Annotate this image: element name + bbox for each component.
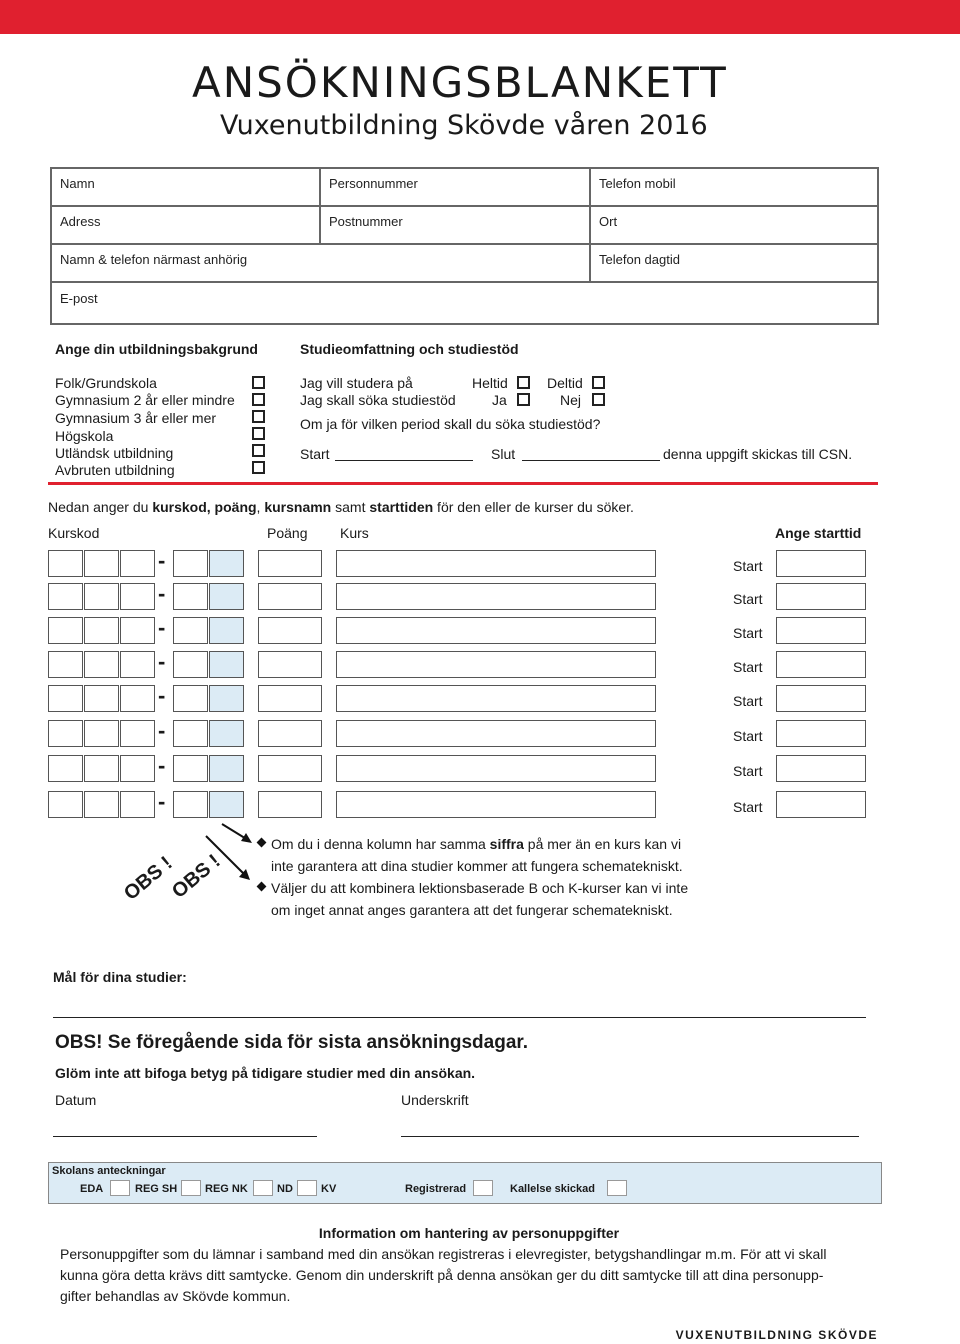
course-points-box[interactable]: [258, 720, 322, 747]
course-name-box[interactable]: [336, 755, 656, 782]
course-code-box[interactable]: [48, 720, 83, 747]
course-code-dash: -: [158, 683, 166, 708]
course-start-box[interactable]: [776, 791, 866, 818]
course-code-box[interactable]: [209, 720, 244, 747]
course-points-box[interactable]: [258, 651, 322, 678]
background-item-grundskola: Folk/Grundskola: [55, 375, 157, 391]
course-points-box[interactable]: [258, 583, 322, 610]
obs-note-1a: Om du i denna kolumn har samma siffra på mer än en kurs kan vi: [271, 836, 682, 852]
daytime-phone-field[interactable]: [589, 243, 879, 283]
school-box-registrerad[interactable]: [473, 1180, 493, 1196]
course-code-box[interactable]: [48, 791, 83, 818]
daytime-phone-label: Telefon dagtid: [599, 252, 680, 267]
course-code-box[interactable]: [209, 583, 244, 610]
obs-note-2b: om inget annat anges garantera att det fungerar schematekniskt.: [271, 902, 673, 918]
course-code-box[interactable]: [173, 685, 208, 712]
course-code-box[interactable]: [209, 651, 244, 678]
course-code-box[interactable]: [84, 550, 119, 577]
page-title: ANSÖKNINGSBLANKETT: [192, 58, 728, 107]
course-code-box[interactable]: [209, 617, 244, 644]
obs-note-1b: inte garantera att dina studier kommer att fungera schematekniskt.: [271, 858, 683, 874]
study-line2: Jag skall söka studiestöd: [300, 392, 456, 408]
school-box-eda[interactable]: [110, 1180, 130, 1196]
school-note-reg-nk: REG NK: [205, 1183, 248, 1195]
mobile-phone-field[interactable]: [589, 167, 879, 207]
address-label: Adress: [60, 214, 101, 229]
course-points-box[interactable]: [258, 791, 322, 818]
top-red-bar: [0, 0, 960, 34]
course-code-box[interactable]: [173, 651, 208, 678]
school-box-reg-nk[interactable]: [253, 1180, 273, 1196]
school-box-reg-sh[interactable]: [181, 1180, 201, 1196]
school-note-registrerad: Registrerad: [405, 1183, 467, 1195]
checkbox-avbruten[interactable]: [252, 461, 265, 474]
next-of-kin-label: Namn & telefon närmast anhörig: [60, 252, 248, 267]
background-item-gymnasium-2: Gymnasium 2 år eller mindre: [55, 392, 235, 408]
email-field[interactable]: [50, 281, 879, 325]
checkbox-grundskola[interactable]: [252, 376, 265, 389]
course-start-label: Start: [733, 558, 763, 574]
col-kurskod: Kurskod: [48, 525, 100, 541]
course-name-box[interactable]: [336, 685, 656, 712]
date-line[interactable]: [53, 1136, 317, 1137]
course-code-box[interactable]: [120, 791, 155, 818]
period-start-label: Start: [300, 446, 330, 462]
name-label: Namn: [60, 176, 95, 191]
background-item-utlandsk: Utländsk utbildning: [55, 445, 174, 461]
school-notes-box: [48, 1162, 882, 1204]
course-start-box[interactable]: [776, 550, 866, 577]
school-box-kallelse[interactable]: [607, 1180, 627, 1196]
course-start-label: Start: [733, 693, 763, 709]
course-code-dash: -: [158, 649, 166, 674]
course-code-box[interactable]: [84, 685, 119, 712]
goals-line[interactable]: [53, 1017, 866, 1018]
course-code-box[interactable]: [48, 651, 83, 678]
course-start-box[interactable]: [776, 720, 866, 747]
course-code-box[interactable]: [84, 651, 119, 678]
course-code-box[interactable]: [173, 550, 208, 577]
page-subtitle: Vuxenutbildning Skövde våren 2016: [220, 110, 708, 141]
course-name-box[interactable]: [336, 651, 656, 678]
obs-label-1: OBS !: [120, 852, 177, 905]
signature-line[interactable]: [401, 1136, 859, 1137]
course-code-dash: -: [158, 753, 166, 778]
obs-reminder: OBS! Se föregående sida för sista ansökningsdagar.: [55, 1032, 529, 1053]
goals-label: Mål för dina studier:: [53, 969, 187, 985]
course-code-dash: -: [158, 581, 166, 606]
obs-label-2: OBS !: [168, 850, 225, 903]
course-start-box[interactable]: [776, 651, 866, 678]
background-heading: Ange din utbildningsbakgrund: [55, 341, 258, 357]
course-code-box[interactable]: [120, 583, 155, 610]
course-name-box[interactable]: [336, 720, 656, 747]
nej-label: Nej: [560, 392, 582, 408]
checkbox-utlandsk[interactable]: [252, 444, 265, 457]
study-line1: Jag vill studera på: [300, 375, 413, 391]
course-code-box[interactable]: [48, 755, 83, 782]
course-code-box[interactable]: [120, 550, 155, 577]
course-code-box[interactable]: [120, 651, 155, 678]
checkbox-heltid[interactable]: [517, 376, 530, 389]
info-line-2: kunna göra detta krävs ditt samtycke. Genom din underskrift på denna ansökan ger du ditt samtycke till att dina personupp-: [60, 1267, 824, 1283]
checkbox-ja[interactable]: [517, 393, 530, 406]
school-note-kv: KV: [321, 1183, 337, 1195]
course-start-box[interactable]: [776, 617, 866, 644]
course-code-box[interactable]: [48, 583, 83, 610]
info-line-3: gifter behandlas av Skövde kommun.: [60, 1288, 291, 1304]
course-code-box[interactable]: [209, 791, 244, 818]
course-name-box[interactable]: [336, 583, 656, 610]
course-code-box[interactable]: [48, 685, 83, 712]
school-note-eda: EDA: [80, 1183, 104, 1195]
course-code-dash: -: [158, 615, 166, 640]
checkbox-hogskola[interactable]: [252, 427, 265, 440]
background-item-avbruten: Avbruten utbildning: [55, 462, 175, 478]
mobile-phone-label: Telefon mobil: [599, 176, 676, 191]
course-start-box[interactable]: [776, 755, 866, 782]
course-code-box[interactable]: [120, 720, 155, 747]
email-label: E-post: [60, 291, 98, 306]
period-end-label: Slut: [491, 446, 516, 462]
heltid-label: Heltid: [472, 375, 508, 391]
obs-note-2a: Väljer du att kombinera lektionsbaserade B och K-kurser kan vi inte: [271, 880, 689, 896]
school-box-nd[interactable]: [297, 1180, 317, 1196]
section-divider: [48, 482, 878, 485]
course-code-box[interactable]: [84, 583, 119, 610]
course-code-box[interactable]: [48, 617, 83, 644]
checkbox-gymnasium-2[interactable]: [252, 393, 265, 406]
school-note-kallelse: Kallelse skickad: [510, 1183, 596, 1195]
personnummer-label: Personnummer: [329, 176, 418, 191]
course-code-box[interactable]: [173, 791, 208, 818]
ja-label: Ja: [492, 392, 507, 408]
course-start-label: Start: [733, 763, 763, 779]
course-code-box[interactable]: [120, 685, 155, 712]
checkbox-gymnasium-3[interactable]: [252, 410, 265, 423]
course-points-box[interactable]: [258, 617, 322, 644]
course-code-box[interactable]: [48, 550, 83, 577]
name-field[interactable]: [50, 167, 321, 207]
course-start-box[interactable]: [776, 583, 866, 610]
deltid-label: Deltid: [547, 375, 583, 391]
background-item-gymnasium-3: Gymnasium 3 år eller mer: [55, 410, 217, 426]
col-kurs: Kurs: [340, 525, 369, 541]
date-label: Datum: [55, 1092, 97, 1108]
attach-grades-note: Glöm inte att bifoga betyg på tidigare studier med din ansökan.: [55, 1065, 476, 1081]
course-code-box[interactable]: [209, 685, 244, 712]
course-code-box[interactable]: [84, 791, 119, 818]
col-starttid: Ange starttid: [775, 525, 862, 541]
course-intro: Nedan anger du kurskod, poäng, kursnamn samt starttiden för den eller de kurser du söker.: [48, 499, 634, 515]
postal-code-field[interactable]: [319, 205, 591, 245]
signature-label: Underskrift: [401, 1092, 469, 1108]
school-notes-heading: Skolans anteckningar: [52, 1165, 166, 1177]
course-code-dash: -: [158, 718, 166, 743]
personnummer-field[interactable]: [319, 167, 591, 207]
course-start-label: Start: [733, 659, 763, 675]
course-code-box[interactable]: [173, 755, 208, 782]
study-heading: Studieomfattning och studiestöd: [300, 341, 519, 357]
course-code-dash: -: [158, 789, 166, 814]
address-field[interactable]: [50, 205, 321, 245]
info-line-1: Personuppgifter som du lämnar i samband med din ansökan registreras i elevregister, betygshandlingar m.m. För att vi skall: [60, 1246, 827, 1262]
period-end-line[interactable]: [522, 460, 660, 461]
course-start-label: Start: [733, 591, 763, 607]
course-code-box[interactable]: [84, 617, 119, 644]
checkbox-nej[interactable]: [592, 393, 605, 406]
period-start-line[interactable]: [335, 460, 473, 461]
course-code-box[interactable]: [120, 755, 155, 782]
course-start-label: Start: [733, 625, 763, 641]
course-start-label: Start: [733, 799, 763, 815]
study-period-question: Om ja för vilken period skall du söka studiestöd?: [300, 416, 601, 432]
course-code-box[interactable]: [209, 755, 244, 782]
postal-code-label: Postnummer: [329, 214, 403, 229]
col-poang: Poäng: [267, 525, 308, 541]
course-name-box[interactable]: [336, 617, 656, 644]
course-points-box[interactable]: [258, 755, 322, 782]
csn-note: denna uppgift skickas till CSN.: [663, 446, 853, 462]
course-start-label: Start: [733, 728, 763, 744]
course-start-box[interactable]: [776, 685, 866, 712]
school-note-reg-sh: REG SH: [135, 1183, 178, 1195]
info-heading: Information om hantering av personuppgifter: [318, 1225, 620, 1241]
course-code-box[interactable]: [173, 617, 208, 644]
checkbox-deltid[interactable]: [592, 376, 605, 389]
next-of-kin-field[interactable]: [50, 243, 591, 283]
school-note-nd: ND: [277, 1183, 293, 1195]
course-name-box[interactable]: [336, 791, 656, 818]
course-points-box[interactable]: [258, 685, 322, 712]
course-code-box[interactable]: [173, 720, 208, 747]
city-field[interactable]: [589, 205, 879, 245]
background-item-hogskola: Högskola: [55, 428, 114, 444]
city-label: Ort: [599, 214, 618, 229]
obs-arrows: [200, 816, 270, 886]
course-points-box[interactable]: [258, 550, 322, 577]
footer-brand: VUXENUTBILDNING SKÖVDE: [675, 1328, 878, 1342]
course-code-dash: -: [158, 548, 166, 573]
course-code-box[interactable]: [209, 550, 244, 577]
course-code-box[interactable]: [84, 755, 119, 782]
course-code-box[interactable]: [173, 583, 208, 610]
course-name-box[interactable]: [336, 550, 656, 577]
course-code-box[interactable]: [120, 617, 155, 644]
course-code-box[interactable]: [84, 720, 119, 747]
